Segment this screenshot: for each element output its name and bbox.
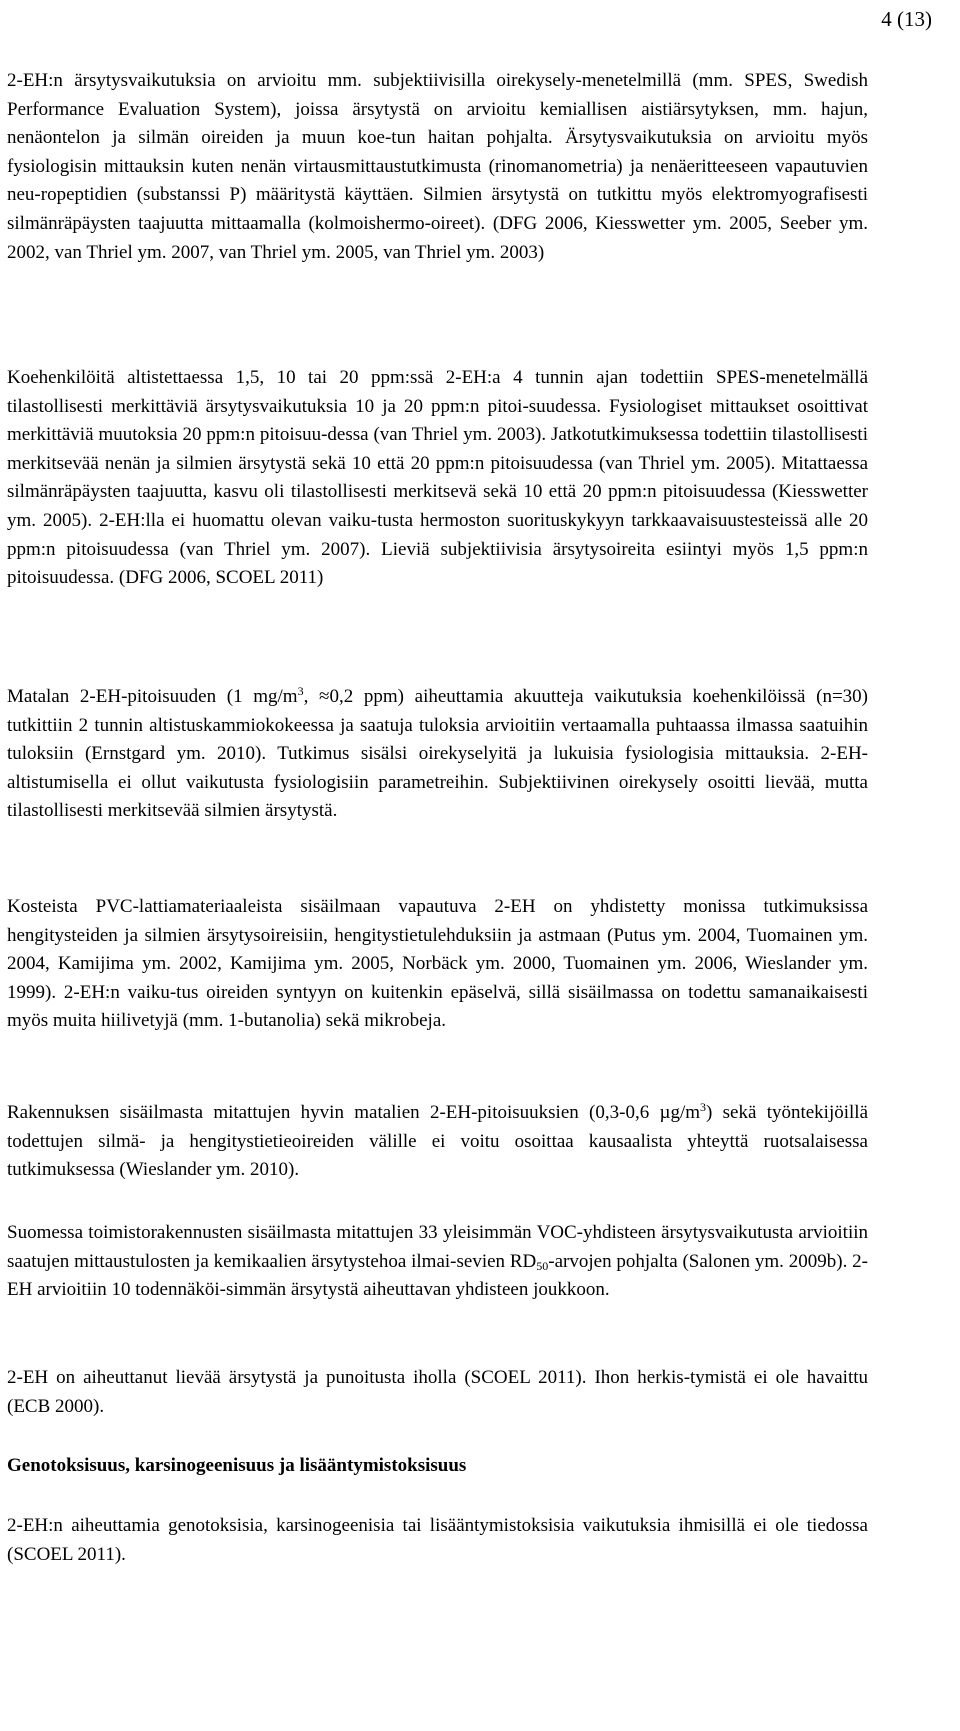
paragraph-voc-finland <box>7 1219 868 1305</box>
superscript: 3 <box>297 684 304 698</box>
page-number: 4 (13) <box>881 7 932 31</box>
section-heading: Genotoksisuus, karsinogeenisuus ja lisääntymistoksisuus <box>7 1455 467 1476</box>
paragraph-pvc-flooring: Kosteista PVC-lattiamateriaaleista sisäilmaan vapautuva 2-EH on yhdistetty monissa tutkimuksissa hengitysteiden ja silmien ärsytysoireisiin, hengitystietulehduksiin ja astmaan (Putus ym. 2004, Tuomainen ym. 2004, Kamijima ym. 2002, Kamijima ym. 2005, Norbäck ym. 2000, Tuomainen ym. 2006, Wieslander ym. 1999). 2-EH:n vaiku-tus oireiden syntyyn on kuitenkin epäselvä, sillä sisäilmassa on todettu samanaikaisesti myös muita hiilivetyjä (mm. 1-butanolia) sekä mikrobeja. <box>7 896 868 1032</box>
paragraph-volunteer-exposure-studies: Koehenkilöitä altistettaessa 1,5, 10 tai 20 ppm:ssä 2-EH:a 4 tunnin ajan todettiin SPES-menetelmällä tilastollisesti merkittäviä ärsytysvaikutuksia 10 ja 20 ppm:n pitoi-suudessa. Fysiologiset mittaukset osoittivat merkittäviä muutoksia 20 ppm:n pitoisuu-dessa (van Thriel ym. 2003). Jatkotutkimuksessa todettiin tilastollisesti merkitsevää nenän ja silmien ärsytystä sekä 10 että 20 ppm:n pitoisuudessa (van Thriel ym. 2005). Mitattaessa silmänräpäysten taajuutta, kasvu oli tilastollisesti merkitsevä sekä 10 että 20 ppm:n pitoisuudessa (Kiesswetter ym. 2005). 2-EH:lla ei huomattu olevan vaiku-tusta hermoston suorituskykyyn tarkkaavaisuustesteissä alle 20 ppm:n pitoisuudessa (van Thriel ym. 2007). Lieviä subjektiivisia ärsytysoireita esiintyi myös 1,5 ppm:n pitoisuudessa. (DFG 2006, SCOEL 2011) <box>7 367 868 589</box>
paragraph-skin-irritation: 2-EH on aiheuttanut lievää ärsytystä ja punoitusta iholla (SCOEL 2011). Ihon herkis-tymistä ei ole havaittu (ECB 2000). <box>7 1367 868 1417</box>
paragraph-text: Matalan 2-EH-pitoisuuden (1 mg/m <box>7 686 298 707</box>
superscript: 3 <box>700 1100 707 1114</box>
paragraph-low-concentration-study <box>7 683 868 826</box>
paragraph-text: Suomessa toimistorakennusten sisäilmasta mitattujen 33 yleisimmän VOC-yhdisteen ärsytysvaikutusta arvioitiin saatujen mittaustulosten ja kemikaalien ärsytystehoa ilmai-sevien RD <box>7 1222 868 1272</box>
paragraph-genotoxicity: 2-EH:n aiheuttamia genotoksisia, karsinogeenisia tai lisääntymistoksisia vaikutuksia ihmisillä ei ole tiedossa (SCOEL 2011). <box>7 1515 868 1565</box>
paragraph-irritation-methods: 2-EH:n ärsytysvaikutuksia on arvioitu mm. subjektiivisilla oirekysely-menetelmillä (mm. SPES, Swedish Performance Evaluation System), joissa ärsytystä on arvioitu kemiallisen aistiärsytyksen, mm. hajun, nenäontelon ja silmän oireiden ja muun koe-tun haitan pohjalta. Ärsytysvaikutuksia on arvioitu myös fysiologisin mittauksin kuten nenän virtausmittaustutkimusta (rinomanometria) ja nenäeritteeseen vapautuvien neu-ropeptidien (substanssi P) määritystä käyttäen. Silmien ärsytystä on tutkittu myös elektromyografisesti silmänräpäysten taajuutta mittaamalla (kolmoishermo-oireet). (DFG 2006, Kiesswetter ym. 2005, Seeber ym. 2002, van Thriel ym. 2007, van Thriel ym. 2005, van Thriel ym. 2003) <box>7 70 868 263</box>
paragraph-indoor-air-study <box>7 1099 868 1185</box>
paragraph-text: , ≈0,2 ppm) aiheuttamia akuutteja vaikutuksia koehenkilöissä (n=30) tutkittiin 2 tunnin altistuskammiokokeessa ja saatuja tuloksia arvioitiin vertaamalla puhtaassa ilmassa saatuihin tuloksiin (Ernstgard ym. 2010). Tutkimus sisälsi oirekyselyitä ja lukuisia fysiologisia mittauksia. 2-EH-altistumisella ei ollut vaikutusta fysiologisiin parametreihin. Subjektiivinen oirekysely osoitti lievää, mutta tilastollisesti merkitsevää silmien ärsytystä. <box>7 686 869 822</box>
paragraph-text: ) sekä työntekijöillä todettujen silmä- ja hengitystietieoireiden välille ei voitu osoittaa kausaalista yhteyttä ruotsalaisessa tutkimuksessa (Wieslander ym. 2010). <box>7 1102 869 1181</box>
subscript: 50 <box>536 1258 549 1273</box>
paragraph-text: -arvojen pohjalta (Salonen ym. 2009b). 2-EH arvioitiin 10 todennäköi-simmän ärsytystä aiheuttavan yhdisteen joukkoon. <box>7 1250 868 1301</box>
paragraph-text: Rakennuksen sisäilmasta mitattujen hyvin matalien 2-EH-pitoisuuksien (0,3-0,6 µg/m <box>7 1102 701 1123</box>
